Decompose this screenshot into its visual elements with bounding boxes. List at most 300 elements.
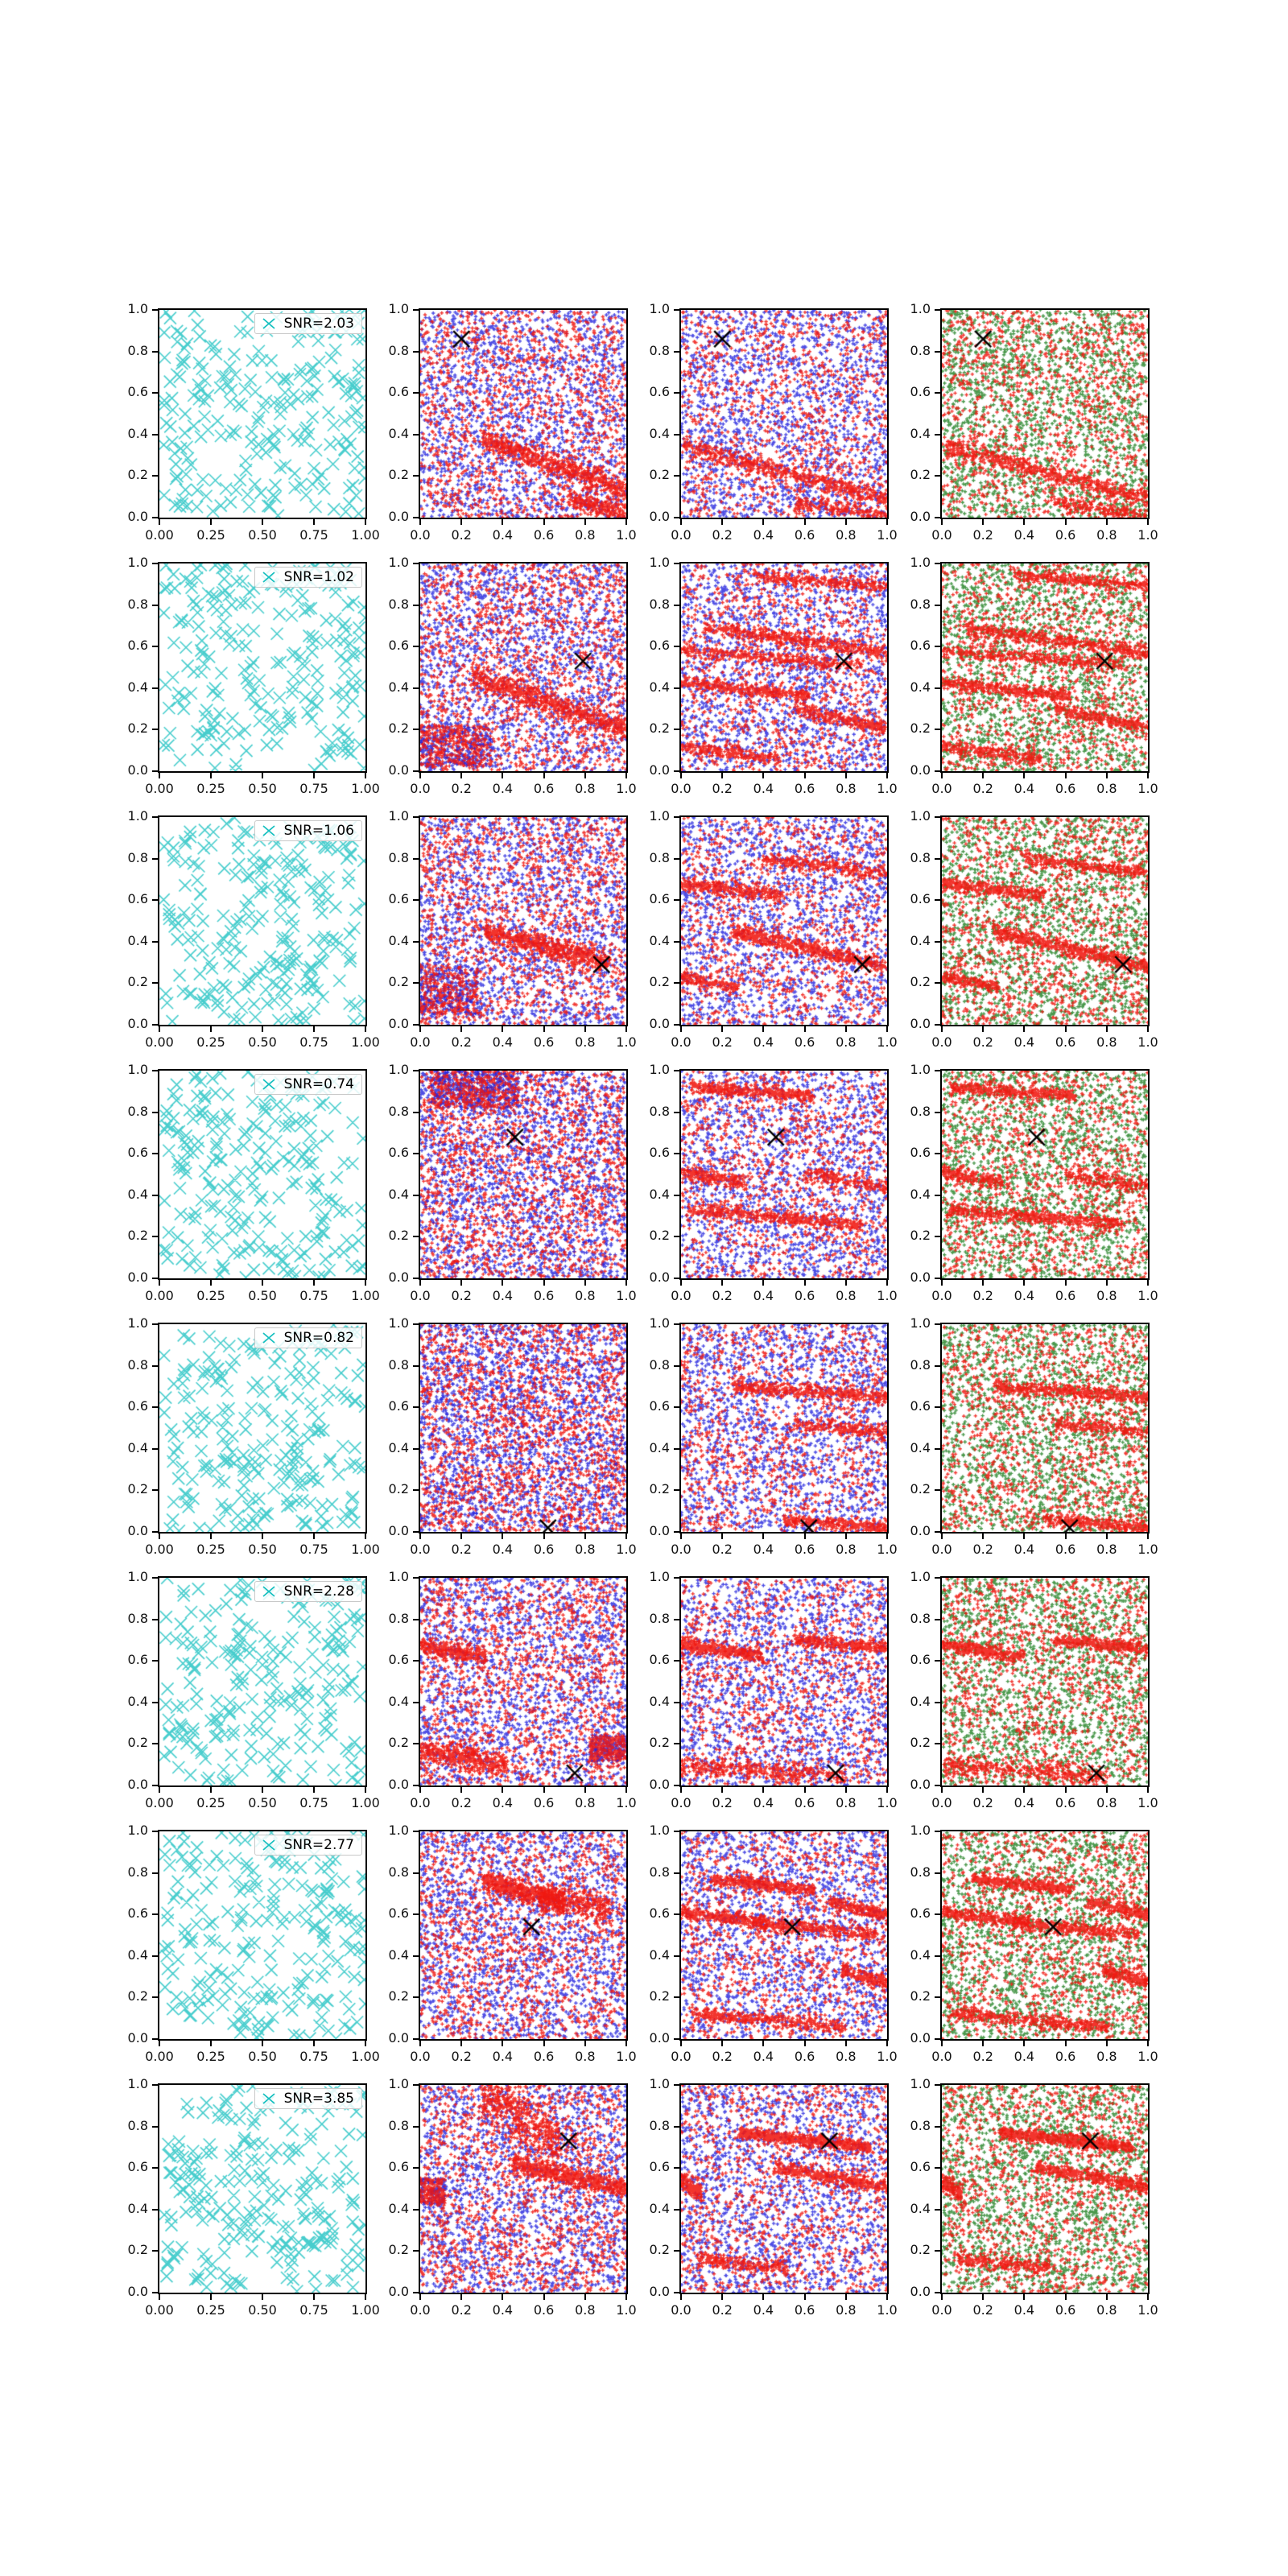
y-tick-mark xyxy=(674,605,679,606)
y-tick-label: 0.0 xyxy=(388,509,409,524)
legend-x-marker-icon xyxy=(261,571,277,584)
y-tick-label: 0.8 xyxy=(649,342,670,358)
y-tick-label: 1.0 xyxy=(388,2076,409,2091)
x-tick-mark xyxy=(804,1280,806,1286)
x-tick-label: 0.00 xyxy=(145,1034,174,1050)
y-tick-mark xyxy=(935,1236,940,1237)
x-tick-mark xyxy=(982,1026,984,1032)
x-tick-mark xyxy=(680,1534,682,1539)
x-tick-mark xyxy=(1065,1534,1067,1539)
x-tick-label: 0.4 xyxy=(492,781,514,796)
y-tick-mark xyxy=(152,2209,158,2211)
y-tick-label: 0.6 xyxy=(649,1398,670,1414)
x-tick-label: 0.0 xyxy=(931,1795,952,1810)
y-tick-mark xyxy=(152,1236,158,1237)
y-tick-mark xyxy=(152,1996,158,1998)
y-tick-label: 0.4 xyxy=(388,1946,409,1963)
scatter-canvas xyxy=(159,1831,365,2039)
y-tick-mark xyxy=(935,858,940,860)
subplot-r7c3 xyxy=(679,1830,889,2041)
y-tick-label: 0.6 xyxy=(388,638,409,654)
x-tick-label: 0.75 xyxy=(299,527,328,543)
subplot-r2c3 xyxy=(679,562,889,773)
x-tick-label: 0.50 xyxy=(248,1542,277,1557)
x-tick-mark xyxy=(1106,773,1108,778)
x-tick-label: 0.2 xyxy=(972,1542,993,1557)
x-tick-mark xyxy=(1065,2041,1067,2046)
subplot-r6c1 xyxy=(158,1576,367,1787)
y-tick-mark xyxy=(152,1743,158,1744)
y-tick-mark xyxy=(935,729,940,730)
x-tick-mark xyxy=(159,2041,160,2046)
x-tick-mark xyxy=(210,519,212,525)
x-tick-mark xyxy=(982,1534,984,1539)
subplot-r5c3 xyxy=(679,1323,889,1534)
x-tick-label: 0.6 xyxy=(794,1795,815,1810)
y-tick-mark xyxy=(152,1785,158,1786)
y-tick-label: 0.0 xyxy=(388,2284,409,2299)
y-tick-mark xyxy=(935,816,940,818)
y-tick-mark xyxy=(674,729,679,730)
y-tick-label: 0.6 xyxy=(127,638,148,654)
x-tick-label: 0.6 xyxy=(533,2302,555,2318)
y-tick-mark xyxy=(935,392,940,394)
x-tick-mark xyxy=(460,2294,462,2300)
y-tick-label: 1.0 xyxy=(388,301,409,316)
y-tick-label: 0.8 xyxy=(910,2117,931,2133)
y-tick-mark xyxy=(413,1365,419,1367)
x-tick-label: 0.6 xyxy=(794,1542,815,1557)
x-tick-mark xyxy=(1065,2294,1067,2300)
x-tick-mark xyxy=(1147,1534,1149,1539)
x-tick-label: 0.00 xyxy=(145,527,174,543)
x-tick-label: 0.6 xyxy=(1055,2049,1076,2064)
legend-x-marker-icon xyxy=(261,1078,277,1091)
x-tick-label: 0.0 xyxy=(410,781,431,796)
y-tick-label: 0.4 xyxy=(910,2200,931,2216)
y-tick-label: 0.4 xyxy=(127,679,148,695)
x-tick-label: 0.6 xyxy=(794,781,815,796)
x-tick-label: 1.00 xyxy=(351,527,380,543)
y-tick-mark xyxy=(935,687,940,689)
y-tick-label: 1.0 xyxy=(388,555,409,570)
y-tick-label: 0.0 xyxy=(127,1777,148,1792)
legend-x-marker-icon xyxy=(261,1331,277,1344)
x-tick-mark xyxy=(210,1787,212,1793)
y-tick-label: 0.6 xyxy=(649,1145,670,1161)
x-tick-mark xyxy=(804,1787,806,1793)
y-tick-label: 0.0 xyxy=(127,762,148,778)
y-tick-mark xyxy=(413,770,419,772)
y-tick-label: 0.2 xyxy=(649,1735,670,1751)
y-tick-mark xyxy=(413,475,419,477)
scatter-canvas xyxy=(159,564,365,771)
x-tick-mark xyxy=(721,1280,723,1286)
x-tick-mark xyxy=(804,2294,806,2300)
y-tick-mark xyxy=(674,1278,679,1279)
y-tick-mark xyxy=(413,1831,419,1832)
y-tick-mark xyxy=(674,1489,679,1491)
scatter-canvas xyxy=(681,817,887,1025)
y-tick-mark xyxy=(674,1660,679,1662)
x-tick-mark xyxy=(1147,1280,1149,1286)
scatter-canvas xyxy=(420,1324,626,1532)
snr-legend xyxy=(254,567,362,588)
x-tick-mark xyxy=(721,2294,723,2300)
y-tick-label: 0.6 xyxy=(388,384,409,400)
y-tick-label: 0.6 xyxy=(649,891,670,907)
y-tick-label: 0.2 xyxy=(649,2242,670,2258)
y-tick-label: 0.2 xyxy=(127,1988,148,2004)
snr-legend-label: SNR=0.74 xyxy=(283,1076,354,1092)
y-tick-mark xyxy=(152,1153,158,1154)
x-tick-mark xyxy=(721,2041,723,2046)
y-tick-label: 0.2 xyxy=(649,1481,670,1497)
x-tick-label: 0.6 xyxy=(1055,2302,1076,2318)
scatter-canvas xyxy=(942,2085,1148,2293)
scatter-canvas xyxy=(942,1324,1148,1532)
subplot-r1c2 xyxy=(419,308,628,519)
y-tick-mark xyxy=(413,517,419,518)
x-tick-label: 0.8 xyxy=(1096,527,1117,543)
subplot-r6c2 xyxy=(419,1576,628,1787)
y-tick-label: 1.0 xyxy=(910,1315,931,1331)
y-tick-mark xyxy=(674,1831,679,1832)
x-tick-mark xyxy=(502,1280,503,1286)
subplot-r4c2 xyxy=(419,1069,628,1280)
x-tick-label: 0.0 xyxy=(671,1795,691,1810)
y-tick-label: 0.8 xyxy=(649,2117,670,2133)
y-tick-mark xyxy=(413,1323,419,1325)
x-tick-label: 0.8 xyxy=(836,1542,857,1557)
x-tick-mark xyxy=(1023,1026,1025,1032)
scatter-canvas xyxy=(159,1578,365,1785)
x-tick-mark xyxy=(262,1534,263,1539)
y-tick-mark xyxy=(413,1996,419,1998)
y-tick-mark xyxy=(674,982,679,984)
x-tick-mark xyxy=(419,1787,421,1793)
y-tick-label: 0.0 xyxy=(649,1523,670,1538)
y-tick-label: 0.8 xyxy=(649,1356,670,1373)
y-tick-mark xyxy=(413,1448,419,1450)
x-tick-mark xyxy=(262,2041,263,2046)
y-tick-mark xyxy=(152,2126,158,2128)
snr-legend-label: SNR=2.28 xyxy=(283,1583,354,1600)
y-tick-mark xyxy=(413,2250,419,2252)
x-tick-mark xyxy=(419,519,421,525)
x-tick-mark xyxy=(680,1280,682,1286)
x-tick-mark xyxy=(941,1534,943,1539)
legend-x-marker-icon xyxy=(261,2092,277,2105)
y-tick-label: 0.0 xyxy=(649,2030,670,2046)
x-tick-mark xyxy=(1106,1026,1108,1032)
x-tick-label: 0.50 xyxy=(248,1288,277,1303)
y-tick-mark xyxy=(674,1406,679,1408)
y-tick-label: 0.2 xyxy=(910,720,931,737)
y-tick-label: 0.4 xyxy=(388,1439,409,1455)
y-tick-mark xyxy=(674,1531,679,1533)
y-tick-mark xyxy=(674,1743,679,1744)
y-tick-label: 1.0 xyxy=(649,301,670,316)
x-tick-mark xyxy=(262,1026,263,1032)
x-tick-mark xyxy=(543,2041,545,2046)
y-tick-label: 0.2 xyxy=(910,1735,931,1751)
x-tick-label: 0.8 xyxy=(575,781,596,796)
y-tick-label: 0.6 xyxy=(649,1652,670,1668)
x-tick-label: 1.00 xyxy=(351,1034,380,1050)
x-tick-label: 0.4 xyxy=(1013,1795,1035,1810)
y-tick-label: 1.0 xyxy=(910,2076,931,2091)
y-tick-label: 0.8 xyxy=(388,849,409,865)
y-tick-mark xyxy=(152,1365,158,1367)
y-tick-label: 0.4 xyxy=(388,1693,409,1709)
y-tick-label: 0.0 xyxy=(388,2030,409,2046)
x-tick-label: 0.4 xyxy=(753,2049,774,2064)
x-tick-label: 0.0 xyxy=(671,2302,691,2318)
y-tick-label: 0.4 xyxy=(910,1946,931,1963)
x-tick-label: 0.0 xyxy=(410,2049,431,2064)
y-tick-mark xyxy=(413,2292,419,2293)
x-tick-mark xyxy=(460,1280,462,1286)
snr-legend-label: SNR=1.02 xyxy=(283,569,354,585)
x-tick-mark xyxy=(680,1787,682,1793)
y-tick-label: 0.6 xyxy=(910,638,931,654)
y-tick-mark xyxy=(935,2084,940,2086)
x-tick-mark xyxy=(543,1534,545,1539)
x-tick-mark xyxy=(584,773,586,778)
subplot-r8c4 xyxy=(940,2083,1150,2294)
y-tick-label: 0.8 xyxy=(127,849,148,865)
x-tick-mark xyxy=(680,2041,682,2046)
x-tick-label: 0.0 xyxy=(671,1542,691,1557)
x-tick-label: 1.0 xyxy=(877,1795,898,1810)
x-tick-label: 0.0 xyxy=(931,781,952,796)
x-tick-mark xyxy=(845,2294,847,2300)
x-tick-label: 1.0 xyxy=(616,781,637,796)
y-tick-label: 0.0 xyxy=(388,1777,409,1792)
y-tick-label: 0.2 xyxy=(388,720,409,737)
y-tick-mark xyxy=(935,1024,940,1026)
y-tick-label: 0.0 xyxy=(910,1523,931,1538)
y-tick-mark xyxy=(674,899,679,901)
y-tick-mark xyxy=(413,351,419,353)
subplot-r5c4 xyxy=(940,1323,1150,1534)
snr-legend xyxy=(254,1327,362,1348)
y-tick-label: 0.4 xyxy=(127,932,148,948)
y-tick-mark xyxy=(674,646,679,647)
x-tick-label: 1.00 xyxy=(351,2049,380,2064)
y-tick-mark xyxy=(674,1955,679,1957)
x-tick-mark xyxy=(502,1534,503,1539)
x-tick-label: 0.2 xyxy=(972,1288,993,1303)
y-tick-label: 0.8 xyxy=(127,1356,148,1373)
scatter-canvas xyxy=(942,564,1148,771)
x-tick-label: 0.0 xyxy=(931,1288,952,1303)
y-tick-mark xyxy=(674,309,679,311)
x-tick-mark xyxy=(680,519,682,525)
x-tick-mark xyxy=(159,2294,160,2300)
x-tick-mark xyxy=(762,1787,764,1793)
y-tick-mark xyxy=(935,1743,940,1744)
y-tick-label: 0.6 xyxy=(910,1652,931,1668)
x-tick-label: 0.2 xyxy=(972,781,993,796)
y-tick-label: 0.0 xyxy=(649,1016,670,1031)
subplot-r1c1 xyxy=(158,308,367,519)
y-tick-mark xyxy=(152,563,158,564)
x-tick-label: 0.8 xyxy=(1096,781,1117,796)
x-tick-mark xyxy=(313,2294,315,2300)
y-tick-mark xyxy=(935,1323,940,1325)
x-tick-label: 0.2 xyxy=(451,1542,472,1557)
y-tick-mark xyxy=(935,2209,940,2211)
x-tick-label: 0.4 xyxy=(1013,1288,1035,1303)
y-tick-label: 0.0 xyxy=(388,1269,409,1285)
y-tick-mark xyxy=(152,2250,158,2252)
y-tick-label: 0.4 xyxy=(649,1946,670,1963)
scatter-canvas xyxy=(942,310,1148,518)
x-tick-mark xyxy=(460,1787,462,1793)
scatter-canvas xyxy=(159,2085,365,2293)
y-tick-label: 0.2 xyxy=(388,1735,409,1751)
y-tick-label: 0.8 xyxy=(388,342,409,358)
y-tick-mark xyxy=(674,563,679,564)
y-tick-mark xyxy=(674,351,679,353)
y-tick-mark xyxy=(674,941,679,943)
y-tick-label: 0.6 xyxy=(649,2159,670,2175)
x-tick-label: 0.4 xyxy=(1013,781,1035,796)
x-tick-label: 1.0 xyxy=(877,781,898,796)
y-tick-mark xyxy=(674,392,679,394)
x-tick-label: 1.0 xyxy=(1137,1288,1158,1303)
y-tick-mark xyxy=(152,475,158,477)
y-tick-mark xyxy=(413,1785,419,1786)
x-tick-mark xyxy=(1106,1787,1108,1793)
y-tick-label: 0.0 xyxy=(649,509,670,524)
y-tick-label: 0.4 xyxy=(127,1693,148,1709)
y-tick-mark xyxy=(413,1112,419,1113)
y-tick-label: 0.8 xyxy=(388,1356,409,1373)
x-tick-label: 0.6 xyxy=(533,2049,555,2064)
subplot-r8c2 xyxy=(419,2083,628,2294)
scatter-canvas xyxy=(681,1578,887,1785)
x-tick-label: 0.2 xyxy=(712,1795,733,1810)
legend-x-marker-icon xyxy=(261,1839,277,1852)
y-tick-label: 0.2 xyxy=(388,1228,409,1244)
y-tick-mark xyxy=(935,1660,940,1662)
x-tick-mark xyxy=(210,773,212,778)
y-tick-label: 0.6 xyxy=(649,638,670,654)
y-tick-mark xyxy=(413,2167,419,2169)
y-tick-label: 0.6 xyxy=(127,891,148,907)
snr-legend xyxy=(254,2088,362,2109)
y-tick-label: 0.0 xyxy=(388,1523,409,1538)
x-tick-mark xyxy=(584,519,586,525)
x-tick-label: 0.8 xyxy=(1096,1288,1117,1303)
x-tick-label: 0.8 xyxy=(836,527,857,543)
y-tick-label: 0.4 xyxy=(649,932,670,948)
y-tick-label: 0.2 xyxy=(388,467,409,483)
x-tick-label: 0.6 xyxy=(533,1542,555,1557)
x-tick-mark xyxy=(262,2294,263,2300)
y-tick-mark xyxy=(413,2209,419,2211)
x-tick-mark xyxy=(680,2294,682,2300)
y-tick-mark xyxy=(152,899,158,901)
x-tick-label: 0.4 xyxy=(753,527,774,543)
y-tick-label: 0.4 xyxy=(388,2200,409,2216)
y-tick-mark xyxy=(935,1406,940,1408)
x-tick-label: 1.0 xyxy=(1137,1034,1158,1050)
x-tick-label: 0.8 xyxy=(575,1288,596,1303)
y-tick-label: 0.0 xyxy=(649,762,670,778)
x-tick-mark xyxy=(159,1534,160,1539)
x-tick-label: 0.4 xyxy=(753,1034,774,1050)
y-tick-label: 1.0 xyxy=(910,555,931,570)
y-tick-mark xyxy=(413,1577,419,1579)
y-tick-label: 0.0 xyxy=(649,2284,670,2299)
subplot-r2c4 xyxy=(940,562,1150,773)
y-tick-mark xyxy=(674,2084,679,2086)
y-tick-mark xyxy=(674,2167,679,2169)
x-tick-label: 0.50 xyxy=(248,2302,277,2318)
y-tick-label: 0.4 xyxy=(649,2200,670,2216)
x-tick-label: 0.2 xyxy=(972,1034,993,1050)
y-tick-mark xyxy=(413,2126,419,2128)
y-tick-label: 1.0 xyxy=(910,1823,931,1838)
x-tick-mark xyxy=(210,1026,212,1032)
y-tick-mark xyxy=(935,1070,940,1071)
x-tick-label: 0.4 xyxy=(1013,1542,1035,1557)
subplot-r6c3 xyxy=(679,1576,889,1787)
x-tick-mark xyxy=(1147,519,1149,525)
y-tick-label: 1.0 xyxy=(649,2076,670,2091)
y-tick-label: 1.0 xyxy=(910,1569,931,1584)
x-tick-label: 0.0 xyxy=(410,1034,431,1050)
y-tick-label: 0.6 xyxy=(910,1145,931,1161)
x-tick-label: 1.00 xyxy=(351,1542,380,1557)
x-tick-label: 0.25 xyxy=(196,1288,225,1303)
y-tick-mark xyxy=(674,858,679,860)
y-tick-label: 1.0 xyxy=(910,808,931,824)
x-tick-mark xyxy=(1023,1280,1025,1286)
x-tick-label: 0.6 xyxy=(533,781,555,796)
x-tick-label: 0.6 xyxy=(533,1034,555,1050)
y-tick-label: 0.0 xyxy=(388,762,409,778)
x-tick-label: 1.0 xyxy=(616,1795,637,1810)
x-tick-mark xyxy=(804,773,806,778)
x-tick-label: 0.8 xyxy=(575,1034,596,1050)
subplot-r1c3 xyxy=(679,308,889,519)
y-tick-mark xyxy=(674,1619,679,1620)
subplot-r6c4 xyxy=(940,1576,1150,1787)
x-tick-mark xyxy=(721,1787,723,1793)
x-tick-mark xyxy=(543,2294,545,2300)
x-tick-mark xyxy=(419,1280,421,1286)
scatter-canvas xyxy=(420,2085,626,2293)
x-tick-mark xyxy=(941,1026,943,1032)
x-tick-label: 1.00 xyxy=(351,1795,380,1810)
y-tick-label: 1.0 xyxy=(649,555,670,570)
x-tick-label: 1.0 xyxy=(1137,2302,1158,2318)
y-tick-label: 0.8 xyxy=(910,1610,931,1626)
x-tick-label: 0.2 xyxy=(451,1288,472,1303)
y-tick-label: 0.4 xyxy=(910,1693,931,1709)
y-tick-mark xyxy=(152,1112,158,1113)
y-tick-label: 0.0 xyxy=(127,2284,148,2299)
x-tick-label: 0.75 xyxy=(299,2049,328,2064)
y-tick-mark xyxy=(413,1702,419,1703)
y-tick-mark xyxy=(413,605,419,606)
x-tick-mark xyxy=(1106,2041,1108,2046)
